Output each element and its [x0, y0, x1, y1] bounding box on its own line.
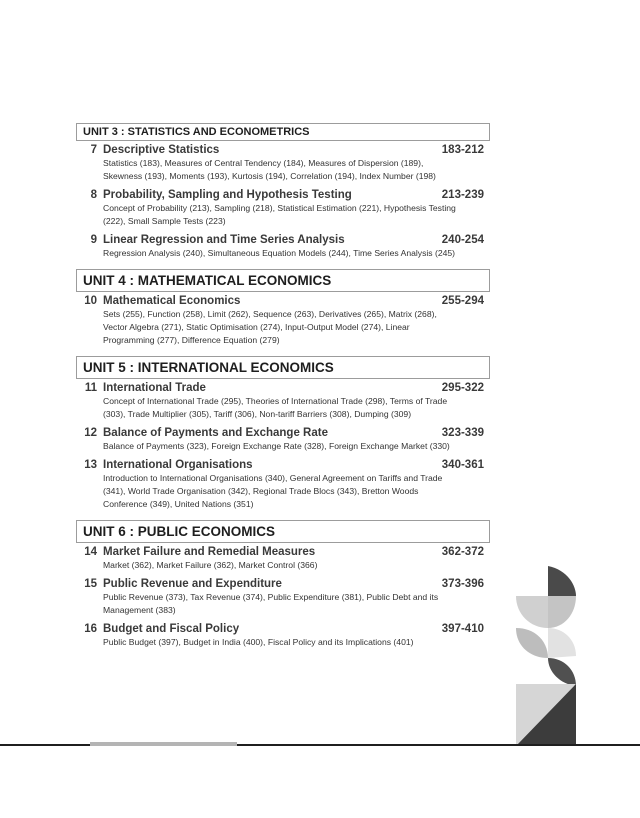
chapter-topics: Public Revenue (373), Tax Revenue (374), Public Expenditure (381), Public Debt and its Management (383): [103, 592, 439, 615]
chapter-title: Budget and Fiscal Policy: [103, 623, 240, 635]
chapter-pages: 397-410: [441, 623, 484, 635]
chapter-number: 16: [84, 623, 97, 635]
unit-section: [76, 520, 490, 649]
chapter-entry[interactable]: [76, 295, 490, 347]
chapter-topics: Concept of Probability (213), Sampling (218), Statistical Estimation (221), Hypothesis Testing (222), Small Sample Tests (223): [103, 203, 456, 226]
light-leaf-shape: [516, 596, 548, 628]
chapter-number: 14: [84, 546, 97, 558]
chapter-title: Market Failure and Remedial Measures: [103, 546, 316, 558]
chapter-pages: 373-396: [441, 578, 484, 590]
chapter-title: Mathematical Economics: [103, 295, 241, 307]
unit-heading: UNIT 3 : STATISTICS AND ECONOMETRICS: [76, 123, 490, 141]
chapter-number: 11: [84, 382, 97, 394]
chapter-number: 12: [84, 427, 97, 439]
dark-leaf-shape: [548, 566, 576, 596]
chapter-pages: 323-339: [441, 427, 484, 439]
chapter-entry[interactable]: [76, 189, 490, 228]
unit-section: [76, 356, 490, 511]
chapter-entry[interactable]: [76, 578, 490, 617]
unit-section: [76, 123, 490, 260]
chapter-number: 8: [90, 189, 97, 201]
chapter-title: Public Revenue and Expenditure: [103, 578, 282, 590]
chapter-topics: Introduction to International Organisations (340), General Agreement on Tariffs and Trade (341), World Trade Organisation (342), Regional Trade Blocs (343), Bretton Woods Conference (349), United Nations (351): [103, 473, 443, 509]
unit-heading: UNIT 6 : PUBLIC ECONOMICS: [76, 520, 490, 543]
chapter-pages: 240-254: [441, 234, 484, 246]
chapter-topics: Statistics (183), Measures of Central Tendency (184), Measures of Dispersion (189), Skewness (193), Moments (193), Kurtosis (194), Correlation (194), Index Number (198): [103, 158, 436, 181]
chapter-topics: Regression Analysis (240), Simultaneous Equation Models (244), Time Series Analysis (245): [103, 248, 456, 258]
chapter-pages: 362-372: [441, 546, 484, 558]
chapter-entry[interactable]: [76, 546, 490, 572]
chapter-number: 7: [90, 144, 97, 156]
chapter-entry[interactable]: [76, 459, 490, 511]
unit-heading: UNIT 5 : INTERNATIONAL ECONOMICS: [76, 356, 490, 379]
chapter-topics: Sets (255), Function (258), Limit (262), Sequence (263), Derivatives (265), Matrix (268), Vector Algebra (271), Static Optimisation (274), Input-Output Model (274), Linear Programming (277), Difference Equation (279): [103, 309, 437, 345]
chapter-number: 13: [84, 459, 97, 471]
chapter-pages: 213-239: [441, 189, 484, 201]
unit-heading: UNIT 4 : MATHEMATICAL ECONOMICS: [76, 269, 490, 292]
unit-section: [76, 269, 490, 347]
chapter-entry[interactable]: [76, 623, 490, 649]
chapter-pages: 183-212: [441, 144, 484, 156]
chapter-title: Linear Regression and Time Series Analysis: [103, 234, 345, 246]
chapter-entry[interactable]: [76, 427, 490, 453]
chapter-topics: Public Budget (397), Budget in India (400), Fiscal Policy and its Implications (401): [103, 637, 414, 647]
chapter-entry[interactable]: [76, 234, 490, 260]
table-of-contents: [76, 123, 490, 658]
chapter-title: International Organisations: [103, 459, 253, 471]
chapter-title: Probability, Sampling and Hypothesis Testing: [103, 189, 352, 201]
chapter-number: 9: [90, 234, 97, 246]
chapter-topics: Balance of Payments (323), Foreign Exchange Rate (328), Foreign Exchange Market (330): [103, 441, 450, 451]
chapter-pages: 340-361: [441, 459, 484, 471]
chapter-topics: Concept of International Trade (295), Theories of International Trade (298), Terms of Trade (303), Trade Multiplier (305), Tariff (306), Non-tariff Barriers (308), Dumping (309): [103, 396, 448, 419]
chapter-pages: 295-322: [441, 382, 484, 394]
footer-accent-bar: [90, 742, 237, 746]
mid-leaf-shape: [516, 628, 548, 658]
chapter-title: International Trade: [103, 382, 206, 394]
light-leaf-shape: [548, 628, 576, 658]
dark-leaf-shape: [548, 658, 576, 686]
decorative-leaf-motif: [512, 566, 578, 746]
chapter-title: Descriptive Statistics: [103, 144, 220, 156]
chapter-entry[interactable]: [76, 382, 490, 421]
chapter-topics: Market (362), Market Failure (362), Market Control (366): [103, 560, 318, 570]
chapter-entry[interactable]: [76, 144, 490, 183]
light-leaf-shape: [548, 596, 576, 628]
chapter-number: 10: [84, 295, 97, 307]
chapter-number: 15: [84, 578, 97, 590]
chapter-title: Balance of Payments and Exchange Rate: [103, 427, 328, 439]
chapter-pages: 255-294: [441, 295, 484, 307]
